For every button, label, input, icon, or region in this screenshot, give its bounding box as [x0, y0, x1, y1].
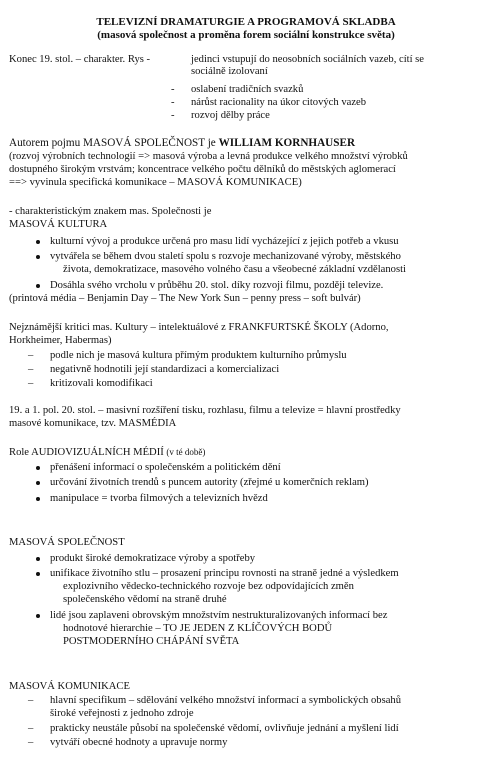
- section5-line: masové komunikace, tzv. MASMÉDIA: [9, 418, 177, 429]
- section8-heading: MASOVÁ KOMUNIKACE: [9, 681, 130, 692]
- section3-heading: MASOVÁ KULTURA: [9, 219, 108, 230]
- section3-footer: (printová média – Benjamin Day – The New York Sun – penny press – soft bulvár): [9, 293, 361, 304]
- bullet-dot: [36, 557, 40, 561]
- section1-item: oslabení tradičních svazků: [191, 84, 304, 95]
- section1-item: rozvoj dělby práce: [191, 110, 270, 121]
- bullet-dot: [36, 466, 40, 470]
- author-name: WILLIAM KORNHAUSER: [218, 137, 356, 149]
- bullet-dot: [36, 284, 40, 288]
- dash-marker: –: [28, 364, 34, 375]
- document-subtitle: (masová společnost a proměna forem sociální konstrukce světa): [97, 29, 395, 41]
- section1-item: nárůst racionality na úkor citových vazeb: [191, 97, 367, 108]
- section3-bullet: vytvářela se během dvou staletí spolu s rozvoje mechanizované výroby, městského: [50, 251, 401, 262]
- bullet-dot: [36, 255, 40, 259]
- dash-marker: –: [28, 723, 34, 734]
- section7-bullet-continuation: hodnotové hierarchie – TO JE JEDEN Z KLÍČOVÝCH BODŮ: [63, 623, 333, 634]
- section8-item: hlavní specifikum – sdělování velkého množství informací a symbolických obsahů: [50, 695, 401, 706]
- section2-line: dostupného širokým vrstvám; koncentrace velkého počtu dělníků do městských aglomerací: [9, 164, 396, 175]
- section7-bullet-continuation: explozivního vědecko-technického rozvoje bez odpovídajících změn: [63, 581, 354, 592]
- document-title: TELEVIZNÍ DRAMATURGIE A PROGRAMOVÁ SKLADBA: [96, 16, 396, 28]
- bullet-dot: [36, 572, 40, 576]
- section6-bullet: manipulace = tvorba filmových a televizních hvězd: [50, 493, 268, 504]
- dash-marker: –: [28, 695, 34, 706]
- dash-marker: -: [171, 84, 175, 95]
- section7-bullet: produkt široké demokratizace výroby a spotřeby: [50, 553, 256, 564]
- section2-line: (rozvoj výrobních technologií => masová výroba a levná produkce velkého množství výrobků: [9, 151, 408, 162]
- dash-marker: -: [171, 110, 175, 121]
- section4-item: podle nich je masová kultura přímým produktem kulturního průmyslu: [50, 350, 347, 361]
- section7-bullet: lidé jsou zaplaveni obrovským množstvím nestrukturalizovaných informací bez: [50, 610, 388, 621]
- bullet-dot: [36, 497, 40, 501]
- bullet-dot: [36, 614, 40, 618]
- bullet-dot: [36, 240, 40, 244]
- section3-bullet-continuation: života, demokratizace, masového volného času a všeobecné základní vzdělanosti: [63, 264, 406, 275]
- section1-item: jedinci vstupují do neosobních sociálních vazeb, cítí se: [191, 54, 425, 65]
- section4-line: Horkheimer, Habermas): [9, 335, 112, 346]
- bullet-dot: [36, 481, 40, 485]
- section3-bullet: kulturní vývoj a produkce určená pro masu lidí vycházející z jejich potřeb a vkusu: [50, 236, 399, 247]
- section6-heading-note: (v té době): [166, 447, 206, 457]
- section7-bullet-continuation: POSTMODERNÍHO CHÁPÁNÍ SVĚTA: [63, 636, 240, 647]
- dash-marker: –: [28, 350, 34, 361]
- section7-bullet: unifikace životního stlu – prosazení principu rovnosti na straně jedné a výsledkem: [50, 568, 399, 579]
- section2-line: ==> vyvinula specifická komunikace – MASOVÁ KOMUNIKACE): [9, 177, 302, 188]
- section6-bullet: přenášení informací o společenském a politickém dění: [50, 462, 281, 473]
- section4-line: Nejznámější kritici mas. Kultury – intelektuálové z FRANKFURTSKÉ ŠKOLY (Adorno,: [9, 322, 389, 333]
- section6-bullet: určování životních trendů s puncem autority (zřejmé u komerčních reklam): [50, 477, 369, 488]
- dash-marker: -: [171, 97, 175, 108]
- section3-intro: - charakteristickým znakem mas. Společnosti je: [9, 206, 212, 217]
- section4-item: negativně hodnotili její standardizaci a komercializaci: [50, 364, 280, 375]
- section7-heading: MASOVÁ SPOLEČNOST: [9, 537, 125, 548]
- section7-bullet-continuation: společenského vědomí na straně druhé: [63, 594, 227, 605]
- section5-line: 19. a 1. pol. 20. stol. – masivní rozšíření tisku, rozhlasu, filmu a televize = hlavní prostředky: [9, 405, 401, 416]
- dash-marker: –: [28, 737, 34, 748]
- dash-marker: –: [28, 378, 34, 389]
- section1-lead: Konec 19. stol. – charakter. Rys -: [9, 54, 151, 65]
- section3-bullet: Dosáhla svého vrcholu v průběhu 20. stol. díky rozvoji filmu, později televize.: [50, 280, 384, 291]
- section2-text: Autorem pojmu MASOVÁ SPOLEČNOST je: [9, 137, 219, 149]
- section2-heading-line: [9, 137, 355, 149]
- section4-item: kritizovali komodifikaci: [50, 378, 153, 389]
- section8-item-continuation: široké veřejnosti z jednoho zdroje: [50, 708, 194, 719]
- section8-item: vytváří obecné hodnoty a upravuje normy: [50, 737, 228, 748]
- section8-item: prakticky neustále působí na společenské vědomí, ovlivňuje jednání a myšlení lidí: [50, 723, 399, 734]
- section6-heading: [9, 446, 205, 459]
- section6-heading-text: Role AUDIOVIZUÁLNÍCH MÉDIÍ: [9, 447, 167, 458]
- section1-item-continuation: sociálně izolovaní: [191, 66, 268, 77]
